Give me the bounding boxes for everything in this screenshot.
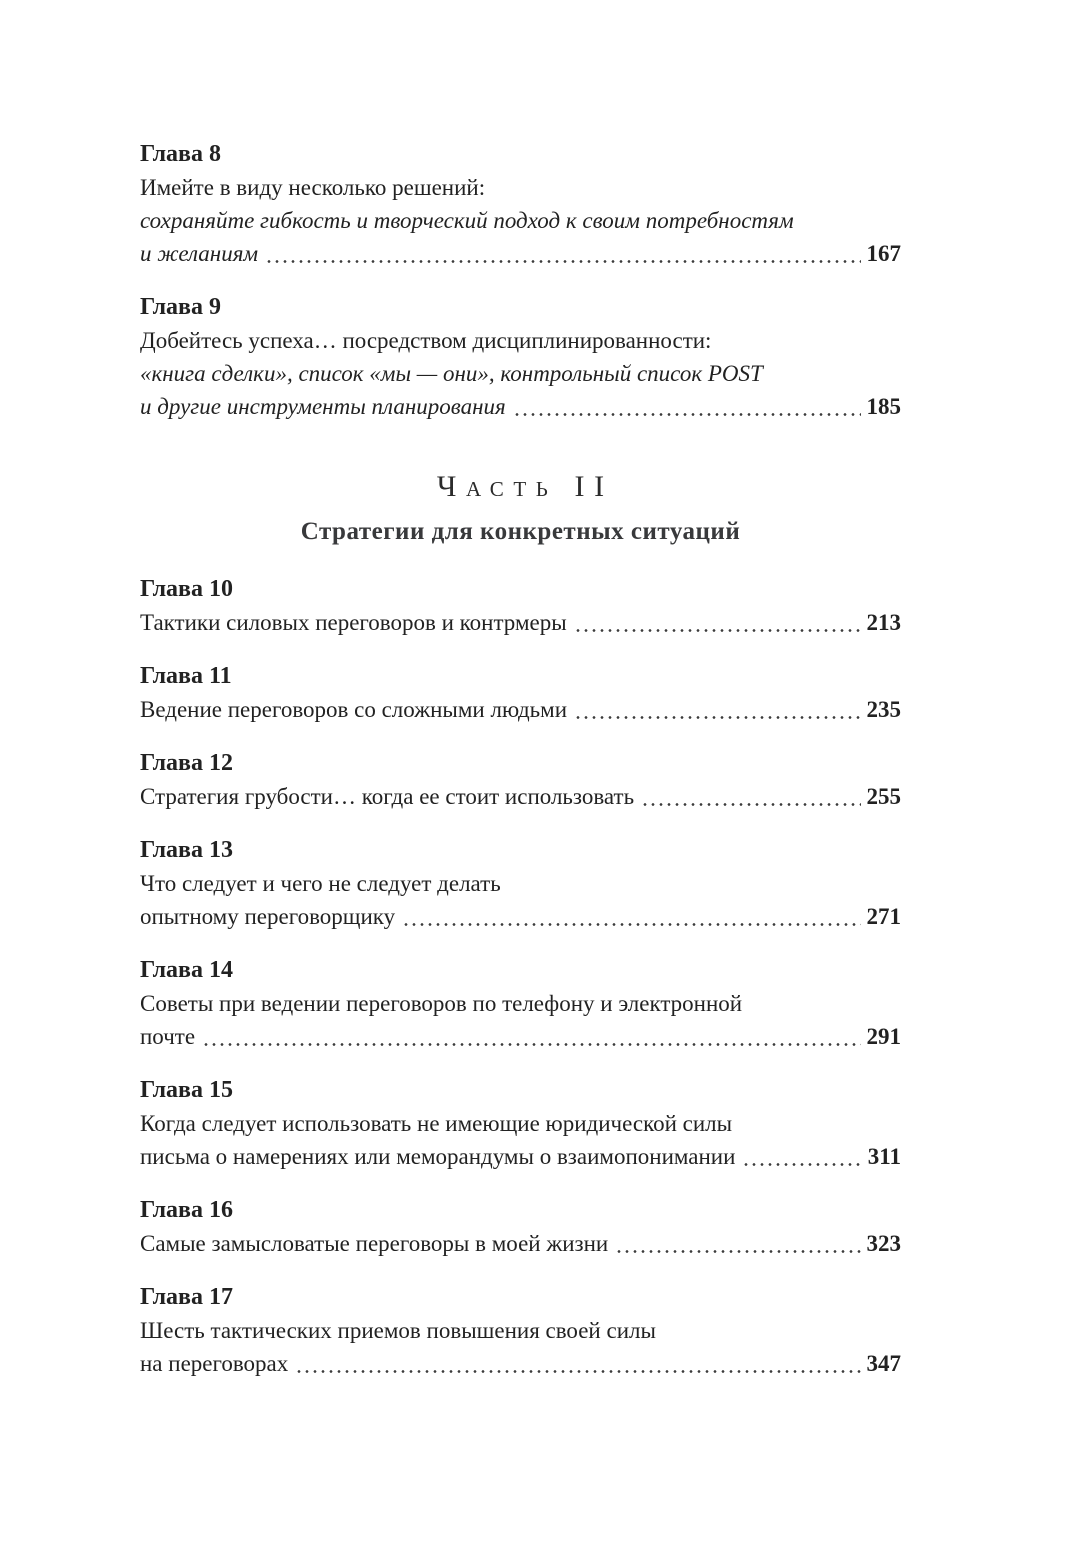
chapter-entry: [140, 660, 901, 726]
dot-leader: [574, 714, 860, 721]
dot-leader: [742, 1161, 861, 1168]
toc-line-text: «книга сделки», список «мы — они», контрольный список POST: [140, 361, 763, 386]
chapter-heading: Глава 17: [140, 1284, 233, 1310]
dot-leader: [202, 1041, 860, 1048]
chapter-entry: [140, 954, 901, 1053]
page-number: 185: [866, 394, 901, 419]
toc-line-text: Что следует и чего не следует делать: [140, 871, 501, 896]
toc-line: [140, 693, 901, 726]
toc-line: [140, 867, 901, 900]
toc-line-text: письма о намерениях или меморандумы о взаимопонимании: [140, 1144, 736, 1169]
toc-line-text: Имейте в виду несколько решений:: [140, 175, 486, 200]
toc-line-text: сохраняйте гибкость и творческий подход к своим потребностям: [140, 208, 794, 233]
toc-line-text: Добейтесь успеха… посредством дисциплинированности:: [140, 328, 712, 353]
page-number: 235: [866, 697, 901, 722]
chapter-entry: [140, 291, 901, 423]
chapter-heading: Глава 15: [140, 1077, 233, 1103]
toc-line: [140, 1347, 901, 1380]
chapter-heading: Глава 11: [140, 663, 232, 689]
dot-leader: [641, 801, 860, 808]
dot-leader: [402, 921, 860, 928]
chapter-entry: [140, 1074, 901, 1173]
part-title: Стратегии для конкретных ситуаций: [300, 518, 741, 545]
toc-list: [140, 138, 901, 1380]
page-number: 255: [866, 784, 901, 809]
dot-leader: [265, 258, 860, 265]
toc-line-text: Ведение переговоров со сложными людьми: [140, 697, 568, 722]
chapter-heading: Глава 12: [140, 750, 233, 776]
chapter-entry: [140, 1194, 901, 1260]
part-label: Часть II: [436, 470, 614, 503]
toc-line: [140, 390, 901, 423]
toc-line-text: Тактики силовых переговоров и контрмеры: [140, 610, 567, 635]
toc-line-text: Стратегия грубости… когда ее стоит использовать: [140, 784, 635, 809]
dot-leader: [615, 1248, 860, 1255]
toc-line: [140, 1107, 901, 1140]
toc-line: [140, 900, 901, 933]
chapter-heading: Глава 9: [140, 294, 221, 320]
page-number: 291: [866, 1024, 901, 1049]
dot-leader: [574, 627, 861, 634]
page-number: 167: [866, 241, 901, 266]
chapter-heading: Глава 10: [140, 576, 233, 602]
toc-line: [140, 204, 901, 237]
toc-line-text: почте: [140, 1024, 196, 1049]
chapter-heading: Глава 8: [140, 141, 221, 167]
toc-line: [140, 1227, 901, 1260]
toc-line-text: на переговорах: [140, 1351, 289, 1376]
toc-line: [140, 357, 901, 390]
dot-leader: [295, 1368, 860, 1375]
chapter-entry: [140, 573, 901, 639]
toc-line: [140, 1020, 901, 1053]
toc-line-text: Когда следует использовать не имеющие юридической силы: [140, 1111, 733, 1136]
toc-line: [140, 780, 901, 813]
chapter-entry: [140, 834, 901, 933]
toc-line: [140, 324, 901, 357]
chapter-entry: [140, 138, 901, 270]
toc-line: [140, 606, 901, 639]
page-number: 347: [866, 1351, 901, 1376]
chapter-entry: [140, 747, 901, 813]
toc-line-text: Советы при ведении переговоров по телефону и электронной: [140, 991, 743, 1016]
dot-leader: [513, 411, 861, 418]
page-number: 311: [867, 1144, 901, 1169]
chapter-heading: Глава 14: [140, 957, 233, 983]
chapter-heading: Глава 16: [140, 1197, 233, 1223]
toc-line-text: Шесть тактических приемов повышения своей силы: [140, 1318, 656, 1343]
chapter-entry: [140, 1281, 901, 1380]
toc-line-text: и желаниям: [140, 241, 259, 266]
toc-line-text: и другие инструменты планирования: [140, 394, 506, 419]
toc-line: [140, 987, 901, 1020]
part-heading: [140, 469, 901, 547]
page-number: 323: [866, 1231, 901, 1256]
chapter-heading: Глава 13: [140, 837, 233, 863]
page-number: 271: [866, 904, 901, 929]
toc-line: [140, 171, 901, 204]
toc-line-text: опытному переговорщику: [140, 904, 396, 929]
page-number: 213: [866, 610, 901, 635]
toc-line: [140, 1140, 901, 1173]
toc-line: [140, 237, 901, 270]
toc-line-text: Самые замысловатые переговоры в моей жизни: [140, 1231, 609, 1256]
toc-line: [140, 1314, 901, 1347]
